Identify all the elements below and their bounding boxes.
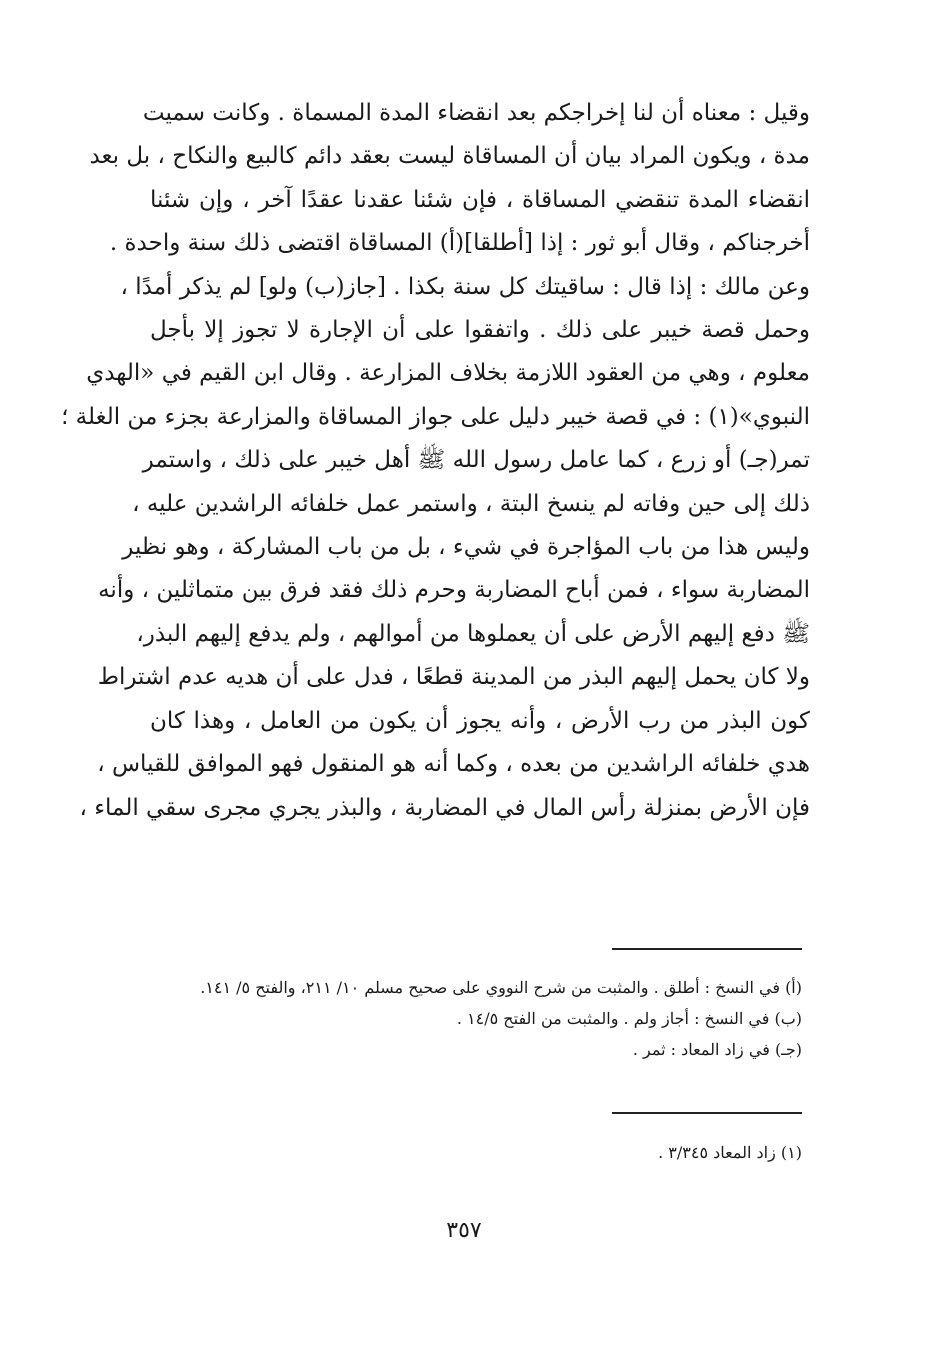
variant-footnotes [142, 972, 802, 1065]
main-text [61, 92, 810, 830]
footnote-line: (جـ) في زاد المعاد : ثمر . [632, 1040, 802, 1059]
footnote-divider [612, 948, 802, 950]
text-line: انقضاء المدة تنقضي المساقاة ، فإن شئنا عقدنا عقدًا آخر ، وإن شئنا [150, 186, 810, 213]
text-line: تمر(جـ) أو زرع ، كما عامل رسول الله ﷺ أهل خيبر على ذلك ، واستمر [142, 447, 810, 474]
text-line: معلوم ، وهي من العقود اللازمة بخلاف المزارعة . وقال ابن القيم في «الهدي [86, 360, 810, 387]
text-line: المضاربة سواء ، فمن أباح المضاربة وحرم ذلك فقد فرق بين متماثلين ، وأنه [98, 577, 810, 604]
footnote-line: (أ) في النسخ : أطلق . والمثبت من شرح النووي على صحيح مسلم ١٠/ ٢١١، والفتح ٥/ ١٤١. [200, 978, 802, 997]
footnote-divider [612, 1112, 802, 1114]
source-footnotes [142, 1137, 802, 1168]
text-line: فإن الأرض بمنزلة رأس المال في المضاربة ، والبذر يجري مجرى سقي الماء ، [79, 794, 810, 821]
text-line: ذلك إلى حين وفاته لم ينسخ البتة ، واستمر عمل خلفائه الراشدين عليه ، [132, 490, 810, 517]
text-line: وقيل : معناه أن لنا إخراجكم بعد انقضاء المدة المسماة . وكانت سميت [142, 100, 810, 126]
footnote-line: (ب) في النسخ : أجاز ولم . والمثبت من الفتح ١٤/٥ . [456, 1009, 802, 1028]
text-line: وليس هذا من باب المؤاجرة في شيء ، بل من باب المشاركة ، وهو نظير [122, 534, 810, 561]
text-line: النبوي»(١) : في قصة خيبر دليل على جواز المساقاة والمزارعة بجزء من الغلة ؛ [61, 403, 810, 430]
text-line: أخرجناكم ، وقال أبو ثور : إذا [أطلقا](أ) المساقاة اقتضى ذلك سنة واحدة . [109, 230, 810, 257]
text-line: كون البذر من رب الأرض ، وأنه يجوز أن يكون من العامل ، وهذا كان [150, 707, 810, 734]
text-line: وعن مالك : إذا قال : ساقيتك كل سنة بكذا . [جاز(ب) ولو] لم يذكر أمدًا ، [120, 273, 810, 300]
text-line: ﷺ دفع إليهم الأرض على أن يعملوها من أموالهم ، ولم يدفع إليهم البذر، [136, 620, 810, 647]
text-line: ولا كان يحمل إليهم البذر من المدينة قطعًا ، فدل على أن هديه عدم اشتراط [97, 664, 810, 691]
page-number: ٣٥٧ [446, 1218, 482, 1243]
text-line: وحمل قصة خيبر على ذلك . واتفقوا على أن الإجارة لا تجوز إلا بأجل [150, 317, 810, 344]
footnote-line: (١) زاد المعاد ٣/٣٤٥ . [658, 1143, 802, 1162]
text-line: مدة ، ويكون المراد بيان أن المساقاة ليست بعقد دائم كالبيع والنكاح ، بل بعد [89, 143, 810, 170]
text-line: هدي خلفائه الراشدين من بعده ، وكما أنه هو المنقول فهو الموافق للقياس ، [97, 751, 810, 778]
